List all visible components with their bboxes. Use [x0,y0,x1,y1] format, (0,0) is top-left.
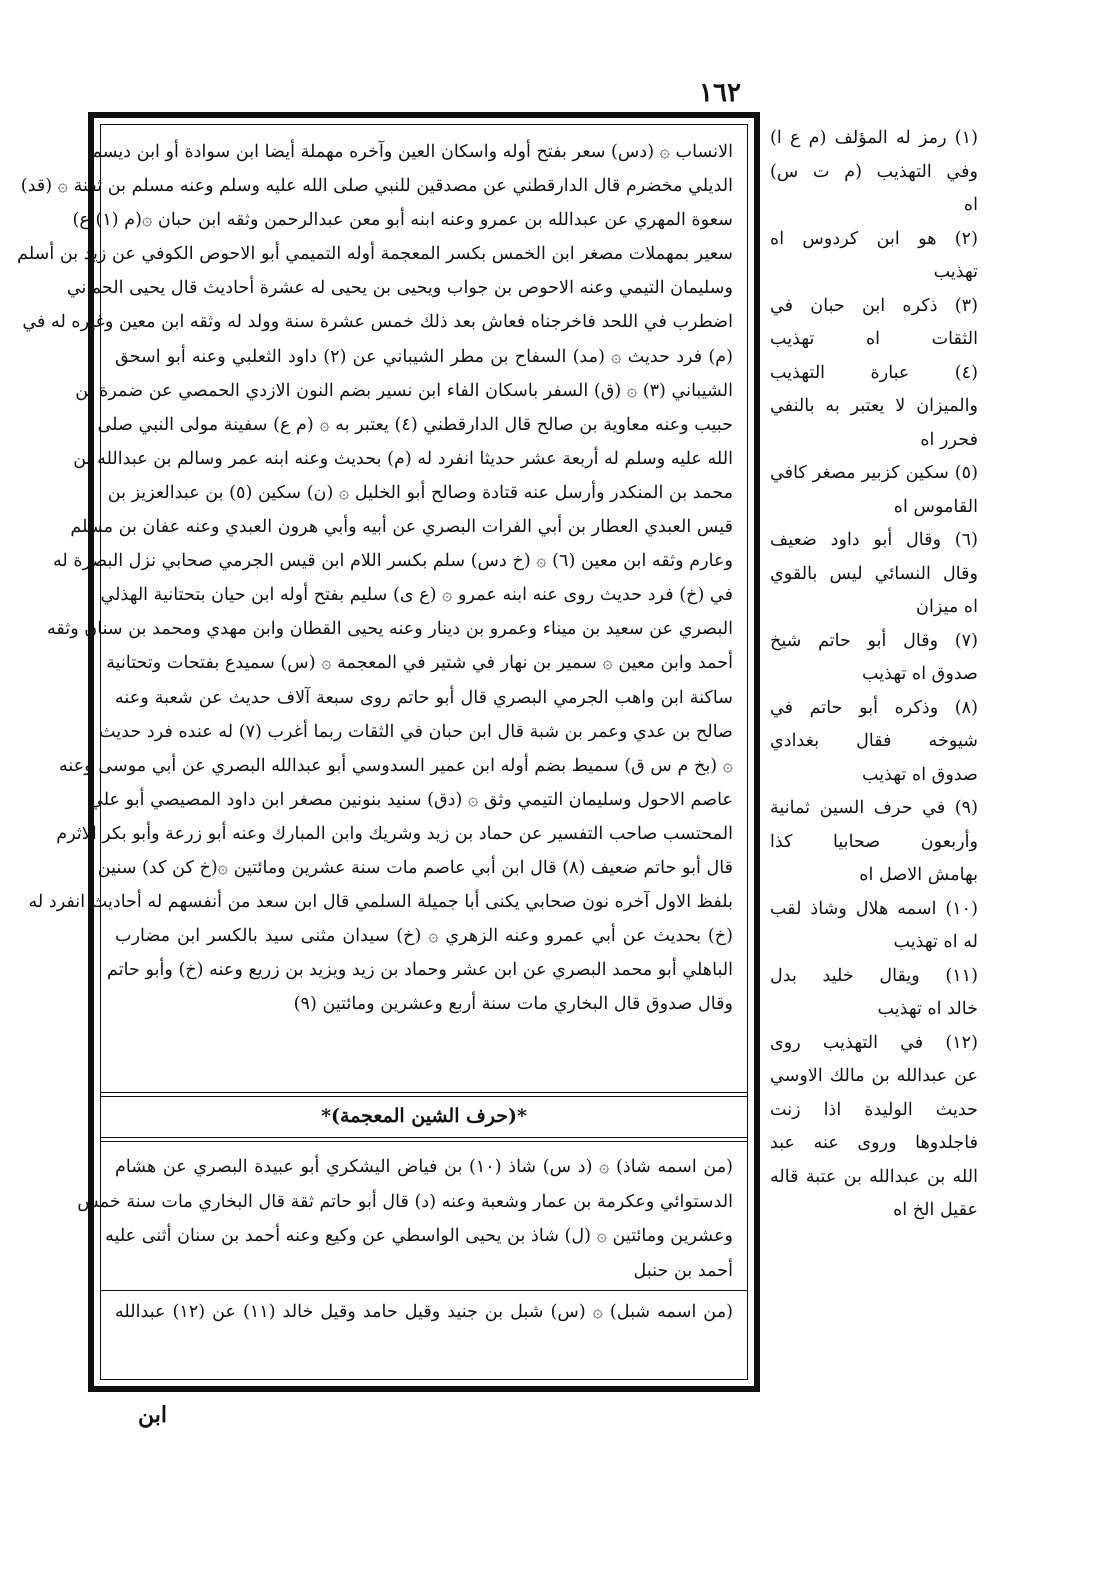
note-line: بهامش الاصل اه [859,865,978,885]
note-line: عن عبدالله بن مالك الاوسي [770,1066,978,1086]
note-line: صدوق اه تهذيب [861,664,978,684]
text-line: سعير بمهملات مصغر ابن الخمس بكسر المعجمة أوله التميمي أبو الاحوص الكوفي عن زيد بن أسلم [17,244,733,265]
text-line: الله عليه وسلم له أربعة عشر حديثا انفرد له (م) بحديث وعنه ابنه عمر وسالم بن عبدالله بن [73,448,733,469]
note-line: (٨) وذكره أبو حاتم في [770,697,978,718]
text-line: حبيب وعنه معاوية بن صالح قال الدارقطني (٤) يعتبر به ۞ (م ع) سفينة مولى النبي صلى [97,414,733,435]
note-line: فحرر اه [920,429,978,450]
text-line: الدستوائي وعكرمة بن عمار وشعبة وعنه (د) قال أبو حاتم ثقة قال البخاري مات سنة خمس [77,1191,733,1212]
note-line: له اه تهذيب [893,932,978,952]
note-line: شيوخه فقال بغدادي [770,731,978,751]
catchword: ابن [138,1402,167,1428]
note-line: وقال النسائي ليس بالقوي [770,563,978,584]
text-line: في (خ) فرد حديث روى عنه ابنه عمرو ۞ (ع ى) سليم بفتح أوله ابن حيان بتحتانية الهذلي [100,585,733,606]
text-line: وقال صدوق قال البخاري مات سنة أربع وعشرين ومائتين (٩) [293,994,733,1015]
note-line: وفي التهذيب (م ت س) [770,161,978,182]
final-entry-block [115,1295,733,1330]
note-line: تهذيب [933,262,978,282]
text-line: (من اسمه شبل) ۞ (س) شبل بن جنيد وقيل حامد وقيل خالد (١١) عن (١٢) عبدالله [115,1302,733,1322]
note-line: اه [963,195,978,215]
main-text-block [17,135,733,1090]
text-line: عاصم الاحول وسليمان التيمي وثق ۞ (دق) سنيد بنونين مصغر ابن داود المصيصي أبو علي [89,789,733,810]
section-heading: *(حرف الشين المعجمة)* [321,1105,527,1127]
note-line: (١١) ويقال خليد بدل [770,965,978,986]
text-line: البصري عن سعيد بن ميناء وعمرو بن دينار وعنه يحيى القطان وابن مهدي ومحمد بن سنان وثقه [46,619,733,640]
note-line: فاجلدوها وروى عنه عبد [770,1133,978,1153]
main-text-frame-inner [17,124,748,1380]
note-line: القاموس اه [893,496,978,517]
text-line: وعارم وثقه ابن معين (٦) ۞ (خ دس) سلم بكسر اللام ابن قيس الجرمي صحابي نزل البصرة له [52,551,733,572]
note-line: (١٠) اسمه هلال وشاذ لقب [770,898,978,919]
text-line: اضطرب في اللحد فاخرجناه فعاش بعد ذلك خمس عشرة سنة وولد له وثقه ابن معين وغيره له في [22,312,733,333]
note-line: وأربعون صحابيا كذا [770,831,978,852]
text-line: صالح بن عدي وعمر بن شبة قال ابن حبان في الثقات ربما أغرب (٧) له عنده فرد حديث [99,721,733,742]
note-line: (٤) عبارة التهذيب [770,362,978,383]
note-line: عقيل الخ اه [893,1200,978,1220]
note-line: (٥) سكين كزبير مصغر كافي [770,463,978,483]
note-line: (٢) هو ابن كردوس اه [770,228,978,249]
text-line: ساكنة ابن واهب الجرمي البصري قال أبو حاتم روى سبعة آلاف حديث عن شعبة وعنه [115,687,733,708]
note-line: (٣) ذكره ابن حبان في [770,295,978,316]
note-line: (١٢) في التهذيب روى [770,1032,978,1053]
note-line: (٩) في حرف السين ثمانية [770,798,978,818]
note-line: حديث الوليدة اذا زنت [770,1099,978,1120]
note-line: الله بن عبدالله بن عتبة قاله [770,1166,978,1187]
note-line: (٦) وقال أبو داود ضعيف [770,530,978,550]
text-line: ۞ (بخ م س ق) سميط بضم أوله ابن عمير السدوسي أبو عبدالله البصري عن أبي موسى وعنه [58,755,733,776]
page-number: ١٦٢ [699,78,741,108]
text-line: وسليمان التيمي وعنه الاحوص بن جواب ويحيى بن يحيى له عشرة أحاديث قال يحيى الحماني [66,278,733,299]
text-line: أحمد بن حنبل [633,1260,733,1281]
note-line: والميزان لا يعتبر به بالنفي [770,396,978,416]
margin-notes [770,122,978,1228]
note-line: (١) رمز له المؤلف (م ع ا) [770,128,978,148]
section-text-block [77,1150,734,1288]
text-line: المحتسب صاحب التفسير عن حماد بن زيد وشريك وابن المبارك وعنه أبو زرعة وأبو بكر الاثرم [56,823,733,844]
text-line: (من اسمه شاذ) ۞ (د س) شاذ (١٠) بن فياض اليشكري أبو عبيدة البصري عن هشام [115,1157,734,1177]
note-line: الثقات اه تهذيب [770,329,978,349]
text-line: سعوة المهري عن عبدالله بن عمرو وعنه ابنه أبو معن عبدالرحمن وثقه ابن حبان ۞(م (١) ع) [72,210,733,231]
text-line: الباهلي أبو محمد البصري عن ابن عشر وحماد بن زيد ويزيد بن زريع وعنه (خ) وأبو حاتم [107,960,733,981]
entry-separator [101,1290,747,1291]
text-line: قيس العبدي العطار بن أبي الفرات البصري عن أبيه وأبي هرون العبدي وعنه عفان بن مسلم [70,517,733,538]
text-line: الانساب ۞ (دس) سعر بفتح أوله واسكان العين وآخره مهملة أيضا ابن سوادة أو ابن ديسم [90,142,733,162]
text-line: الشيباني (٣) ۞ (ق) السفر باسكان الفاء ابن نسير بضم النون الازدي الحمصي عن ضمرة بن [75,380,733,401]
note-line: صدوق اه تهذيب [861,764,978,785]
note-line: (٧) وقال أبو حاتم شيخ [770,630,978,651]
section-divider-bottom [101,1137,747,1142]
main-text-frame [17,112,760,1392]
text-line: محمد بن المنكدر وأرسل عنه قتادة وصالح أبو الخليل ۞ (ن) سكين (٥) بن عبدالعزيز بن [107,482,733,503]
text-line: قال أبو حاتم ضعيف (٨) قال ابن أبي عاصم مات سنة عشرين ومائتين ۞(خ كن كد) سنين [97,857,733,878]
note-line: اه ميزان [916,597,978,617]
text-line: (خ) بحديث عن أبي عمرو وعنه الزهري ۞ (خ) سيدان مثنى سيد بالكسر ابن مضارب [115,926,733,947]
text-line: أحمد وابن معين ۞ سمير بن نهار في شتير في المعجمة ۞ (س) سميدع بفتحات وتحتانية [106,653,733,674]
note-line: خالد اه تهذيب [877,999,978,1019]
text-line: وعشرين ومائتين ۞ (ل) شاذ بن يحيى الواسطي عن وكيع وعنه أحمد بن سنان أثنى عليه [105,1226,733,1246]
text-line: بلفظ الاول آخره نون صحابي يكنى أبا جميلة السلمي قال ابن سعد من أنفسهم له أحاديث انفرد له [28,892,733,913]
text-line: (م) فرد حديث ۞ (مد) السفاح بن مطر الشيباني عن (٢) داود الثعلبي وعنه أبو اسحق [115,346,733,367]
text-line: الديلي مخضرم قال الدارقطني عن مصدقين للنبي صلى الله عليه وسلم وعنه مسلم بن ثفنة ۞ (قد) [20,176,733,197]
